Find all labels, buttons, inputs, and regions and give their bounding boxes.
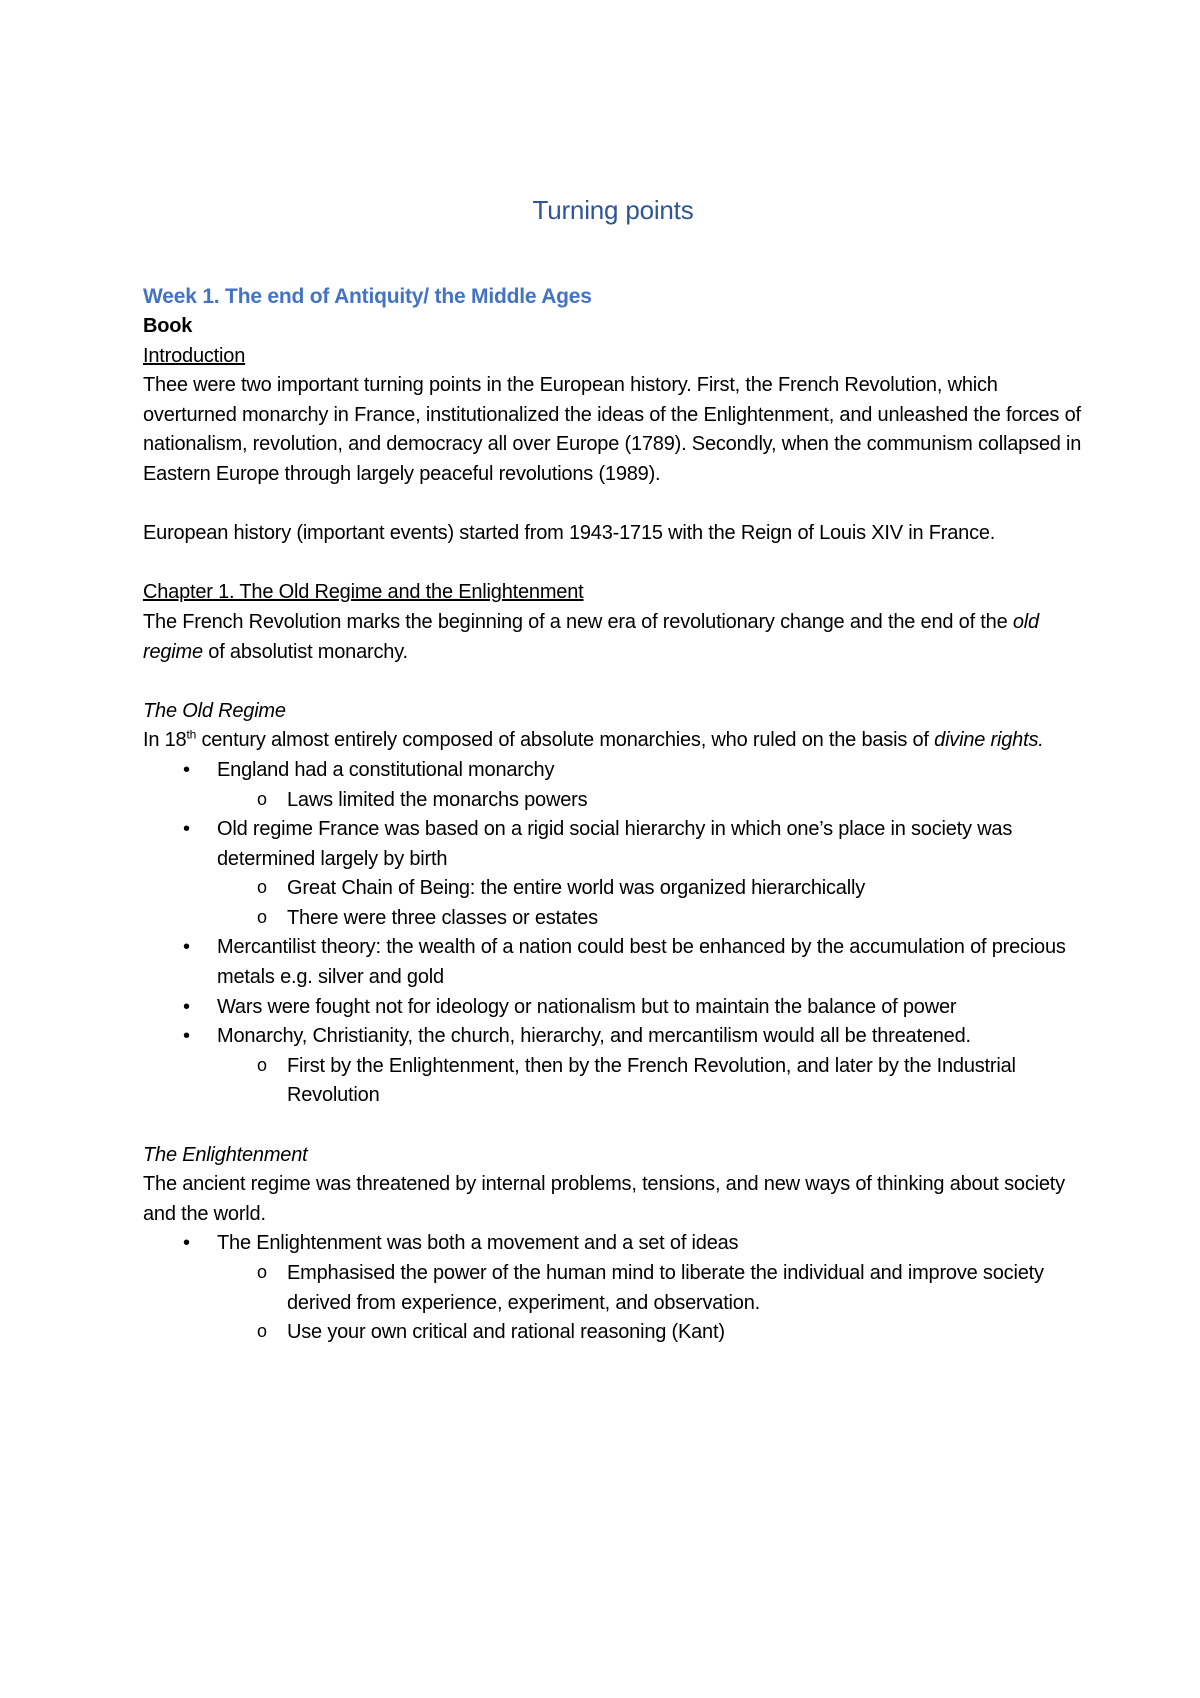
bullet-item bbox=[143, 1022, 1083, 1111]
bullet-text: Monarchy, Christianity, the church, hierarchy, and mercantilism would all be threatened. bbox=[217, 1025, 971, 1048]
document-body bbox=[143, 190, 1083, 1348]
chapter-intro-italic: old regime bbox=[143, 610, 1039, 663]
chapter-intro-text-2: of absolutist monarchy. bbox=[202, 640, 408, 663]
bullet-text: Old regime France was based on a rigid social hierarchy in which one’s place in society was determined largely by birth bbox=[217, 818, 1013, 870]
bullet-item bbox=[143, 933, 1083, 992]
bullet-text: Mercantilist theory: the wealth of a nation could best be enhanced by the accumulation of precious metals e.g. silver and gold bbox=[217, 936, 1066, 989]
intro-heading: Introduction bbox=[143, 344, 246, 367]
bullet-item bbox=[143, 756, 1083, 815]
old-regime-heading: The Old Regime bbox=[143, 699, 286, 722]
old-regime-text-1: In 18 bbox=[143, 729, 187, 752]
bullet-text: The Enlightenment was both a movement and a set of ideas bbox=[217, 1232, 739, 1255]
spacer bbox=[143, 490, 1083, 520]
document-title: Turning points bbox=[532, 195, 694, 225]
sub-bullet-item: o Great Chain of Being: the entire world was organized hierarchically bbox=[217, 874, 1083, 904]
sub-bullet-item: o Laws limited the monarchs powers bbox=[217, 786, 1083, 816]
chapter-intro bbox=[143, 608, 1083, 667]
spacer bbox=[143, 549, 1083, 579]
bullet-item bbox=[143, 993, 1083, 1023]
intro-paragraph: Thee were two important turning points in the European history. First, the French Revolution, which overturned monarchy in France, institutionalized the ideas of the Enlightenment, and unleashed the forces of nationalism, revolution, and democracy all over Europe (1789). Secondly, when the communism collapsed in Eastern Europe through largely peaceful revolutions (1989). bbox=[143, 374, 1082, 485]
bullet-text: England had a constitutional monarchy bbox=[217, 758, 555, 781]
chapter-intro-text-1: The French Revolution marks the beginning of a new era of revolutionary change and the end of the bbox=[143, 610, 1013, 633]
sub-bullet-list bbox=[217, 1259, 1083, 1348]
enlightenment-paragraph: The ancient regime was threatened by internal problems, tensions, and new ways of thinking about society and the world. bbox=[143, 1173, 1065, 1225]
sub-bullet-item: o There were three classes or estates bbox=[217, 904, 1083, 934]
week-heading: Week 1. The end of Antiquity/ the Middle Ages bbox=[143, 285, 592, 308]
old-regime-superscript: th bbox=[186, 727, 197, 742]
book-label: Book bbox=[143, 315, 193, 337]
sub-bullet-list bbox=[217, 786, 1083, 816]
sub-bullet-item: o Emphasised the power of the human mind to liberate the individual and improve society derived from experience, experiment, and observation. bbox=[217, 1259, 1083, 1318]
spacer bbox=[143, 667, 1083, 697]
bullet-item bbox=[143, 815, 1083, 933]
enlightenment-bullet-list bbox=[143, 1229, 1083, 1347]
bullet-item bbox=[143, 1229, 1083, 1347]
old-regime-italic: divine rights. bbox=[934, 729, 1044, 752]
old-regime-text-2: century almost entirely composed of absolute monarchies, who ruled on the basis of bbox=[196, 729, 935, 752]
old-regime-bullet-list bbox=[143, 756, 1083, 1111]
enlightenment-heading: The Enlightenment bbox=[143, 1143, 308, 1166]
sub-bullet-item: o First by the Enlightenment, then by the French Revolution, and later by the Industrial Revolution bbox=[217, 1052, 1083, 1111]
chapter-heading: Chapter 1. The Old Regime and the Enlightenment bbox=[143, 581, 584, 604]
bullet-text: Wars were fought not for ideology or nationalism but to maintain the balance of power bbox=[217, 995, 957, 1018]
sub-bullet-item: o Use your own critical and rational reasoning (Kant) bbox=[217, 1318, 1083, 1348]
sub-bullet-list bbox=[217, 874, 1083, 933]
sub-bullet-list bbox=[217, 1052, 1083, 1111]
old-regime-paragraph bbox=[143, 726, 1083, 756]
spacer bbox=[143, 1111, 1083, 1141]
european-history-paragraph: European history (important events) started from 1943-1715 with the Reign of Louis XIV in France. bbox=[143, 522, 996, 545]
